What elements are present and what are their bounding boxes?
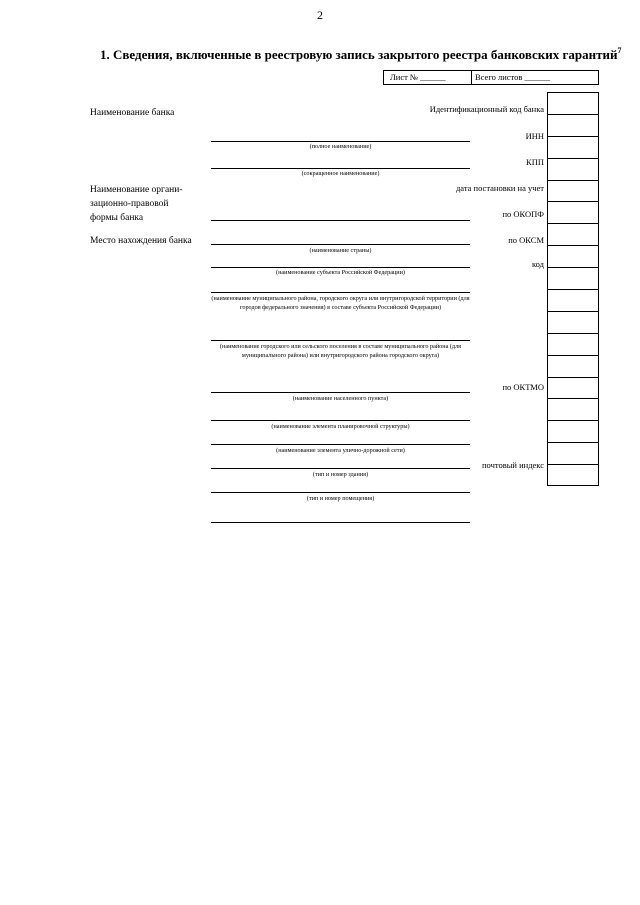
code-cell-oktmo-3[interactable] [547, 420, 599, 442]
page-number: 2 [317, 8, 323, 22]
code-cell-blank-4[interactable] [547, 333, 599, 355]
street-element-caption: (наименование элемента улично-дорожной сети) [276, 447, 405, 454]
code-cell-inn[interactable] [547, 136, 599, 158]
location-label: Место нахождения банка [90, 236, 192, 246]
country-line[interactable] [211, 244, 470, 245]
org-form-label: Наименование органи-зационно-правовой формы банка [90, 185, 183, 223]
code-cell-oktmo-2[interactable] [547, 398, 599, 420]
code-cell-blank-1[interactable] [547, 267, 599, 289]
code-cell-kpp[interactable] [547, 158, 599, 180]
code-cell-blank-2[interactable] [547, 289, 599, 311]
code-cell-blank-5[interactable] [547, 355, 599, 377]
full-name-caption: (полное наименование) [309, 143, 372, 150]
code-label: код [531, 259, 544, 269]
code-cell-registration-date[interactable] [547, 180, 599, 202]
bank-name-label: Наименование банка [90, 108, 175, 118]
locality-caption: (наименование населенного пункта) [292, 395, 389, 402]
short-name-caption: (сокращенное наименование) [301, 170, 380, 177]
code-cell-okopf[interactable] [547, 201, 599, 223]
locality-line[interactable] [211, 392, 470, 393]
full-name-line[interactable] [211, 141, 470, 142]
subject-line[interactable] [211, 267, 470, 268]
final-line[interactable] [211, 522, 470, 523]
short-name-line[interactable] [211, 168, 470, 169]
code-cell-postal-index-2[interactable] [547, 464, 599, 486]
building-line[interactable] [211, 468, 470, 469]
postal-index-label: почтовый индекс [482, 460, 544, 470]
planning-element-line[interactable] [211, 420, 470, 421]
title-footnote-marker: 7 [617, 46, 622, 55]
registration-date-label: дата постановки на учет [455, 183, 544, 193]
org-form-line[interactable] [211, 220, 470, 221]
code-cell-bank-id-2[interactable] [547, 114, 599, 136]
sheet-number-box [383, 70, 599, 85]
street-element-line[interactable] [211, 444, 470, 445]
code-cell-blank-3[interactable] [547, 311, 599, 333]
oksm-label: по ОКСМ [508, 235, 544, 245]
total-sheets-field[interactable]: Всего листов ______ [475, 72, 551, 82]
municipality-line[interactable] [211, 292, 470, 293]
oktmo-label: по ОКТМО [502, 382, 544, 392]
okopf-label: по ОКОПФ [502, 209, 544, 219]
premises-line[interactable] [211, 492, 470, 493]
code-cell-oktmo[interactable] [547, 377, 599, 399]
sheet-number-field[interactable]: Лист № ______ [390, 72, 446, 82]
code-boxes-column [547, 92, 599, 486]
sheet-box-divider [471, 71, 472, 84]
page-title [100, 46, 622, 63]
subject-caption: (наименование субъекта Российской Федерации) [276, 269, 405, 276]
code-cell-oksm[interactable] [547, 223, 599, 245]
inn-label: ИНН [525, 131, 544, 141]
country-caption: (наименование страны) [309, 247, 372, 254]
bank-id-code-label: Идентификационный код банка [429, 104, 544, 114]
municipality-caption: (наименование муниципального района, городского округа или внутригородской территории (для городов федерального значения) в составе субъекта Российской Федерации) [211, 295, 470, 311]
building-caption: (тип и номер здания) [312, 471, 369, 478]
code-cell-postal-index[interactable] [547, 442, 599, 464]
premises-caption: (тип и номер помещения) [306, 495, 375, 502]
code-cell-subject-code[interactable] [547, 245, 599, 267]
kpp-label: КПП [526, 157, 544, 167]
title-text: 1. Сведения, включенные в реестровую запись закрытого реестра банковских гарантий [100, 47, 618, 62]
settlement-caption: (наименование городского или сельского поселения в составе муниципального района (для муниципального района) или внутригородского района городского округа) [219, 343, 462, 359]
code-cell-bank-id[interactable] [547, 92, 599, 114]
settlement-line[interactable] [211, 340, 470, 341]
planning-element-caption: (наименование элемента планировочной структуры) [271, 423, 410, 430]
